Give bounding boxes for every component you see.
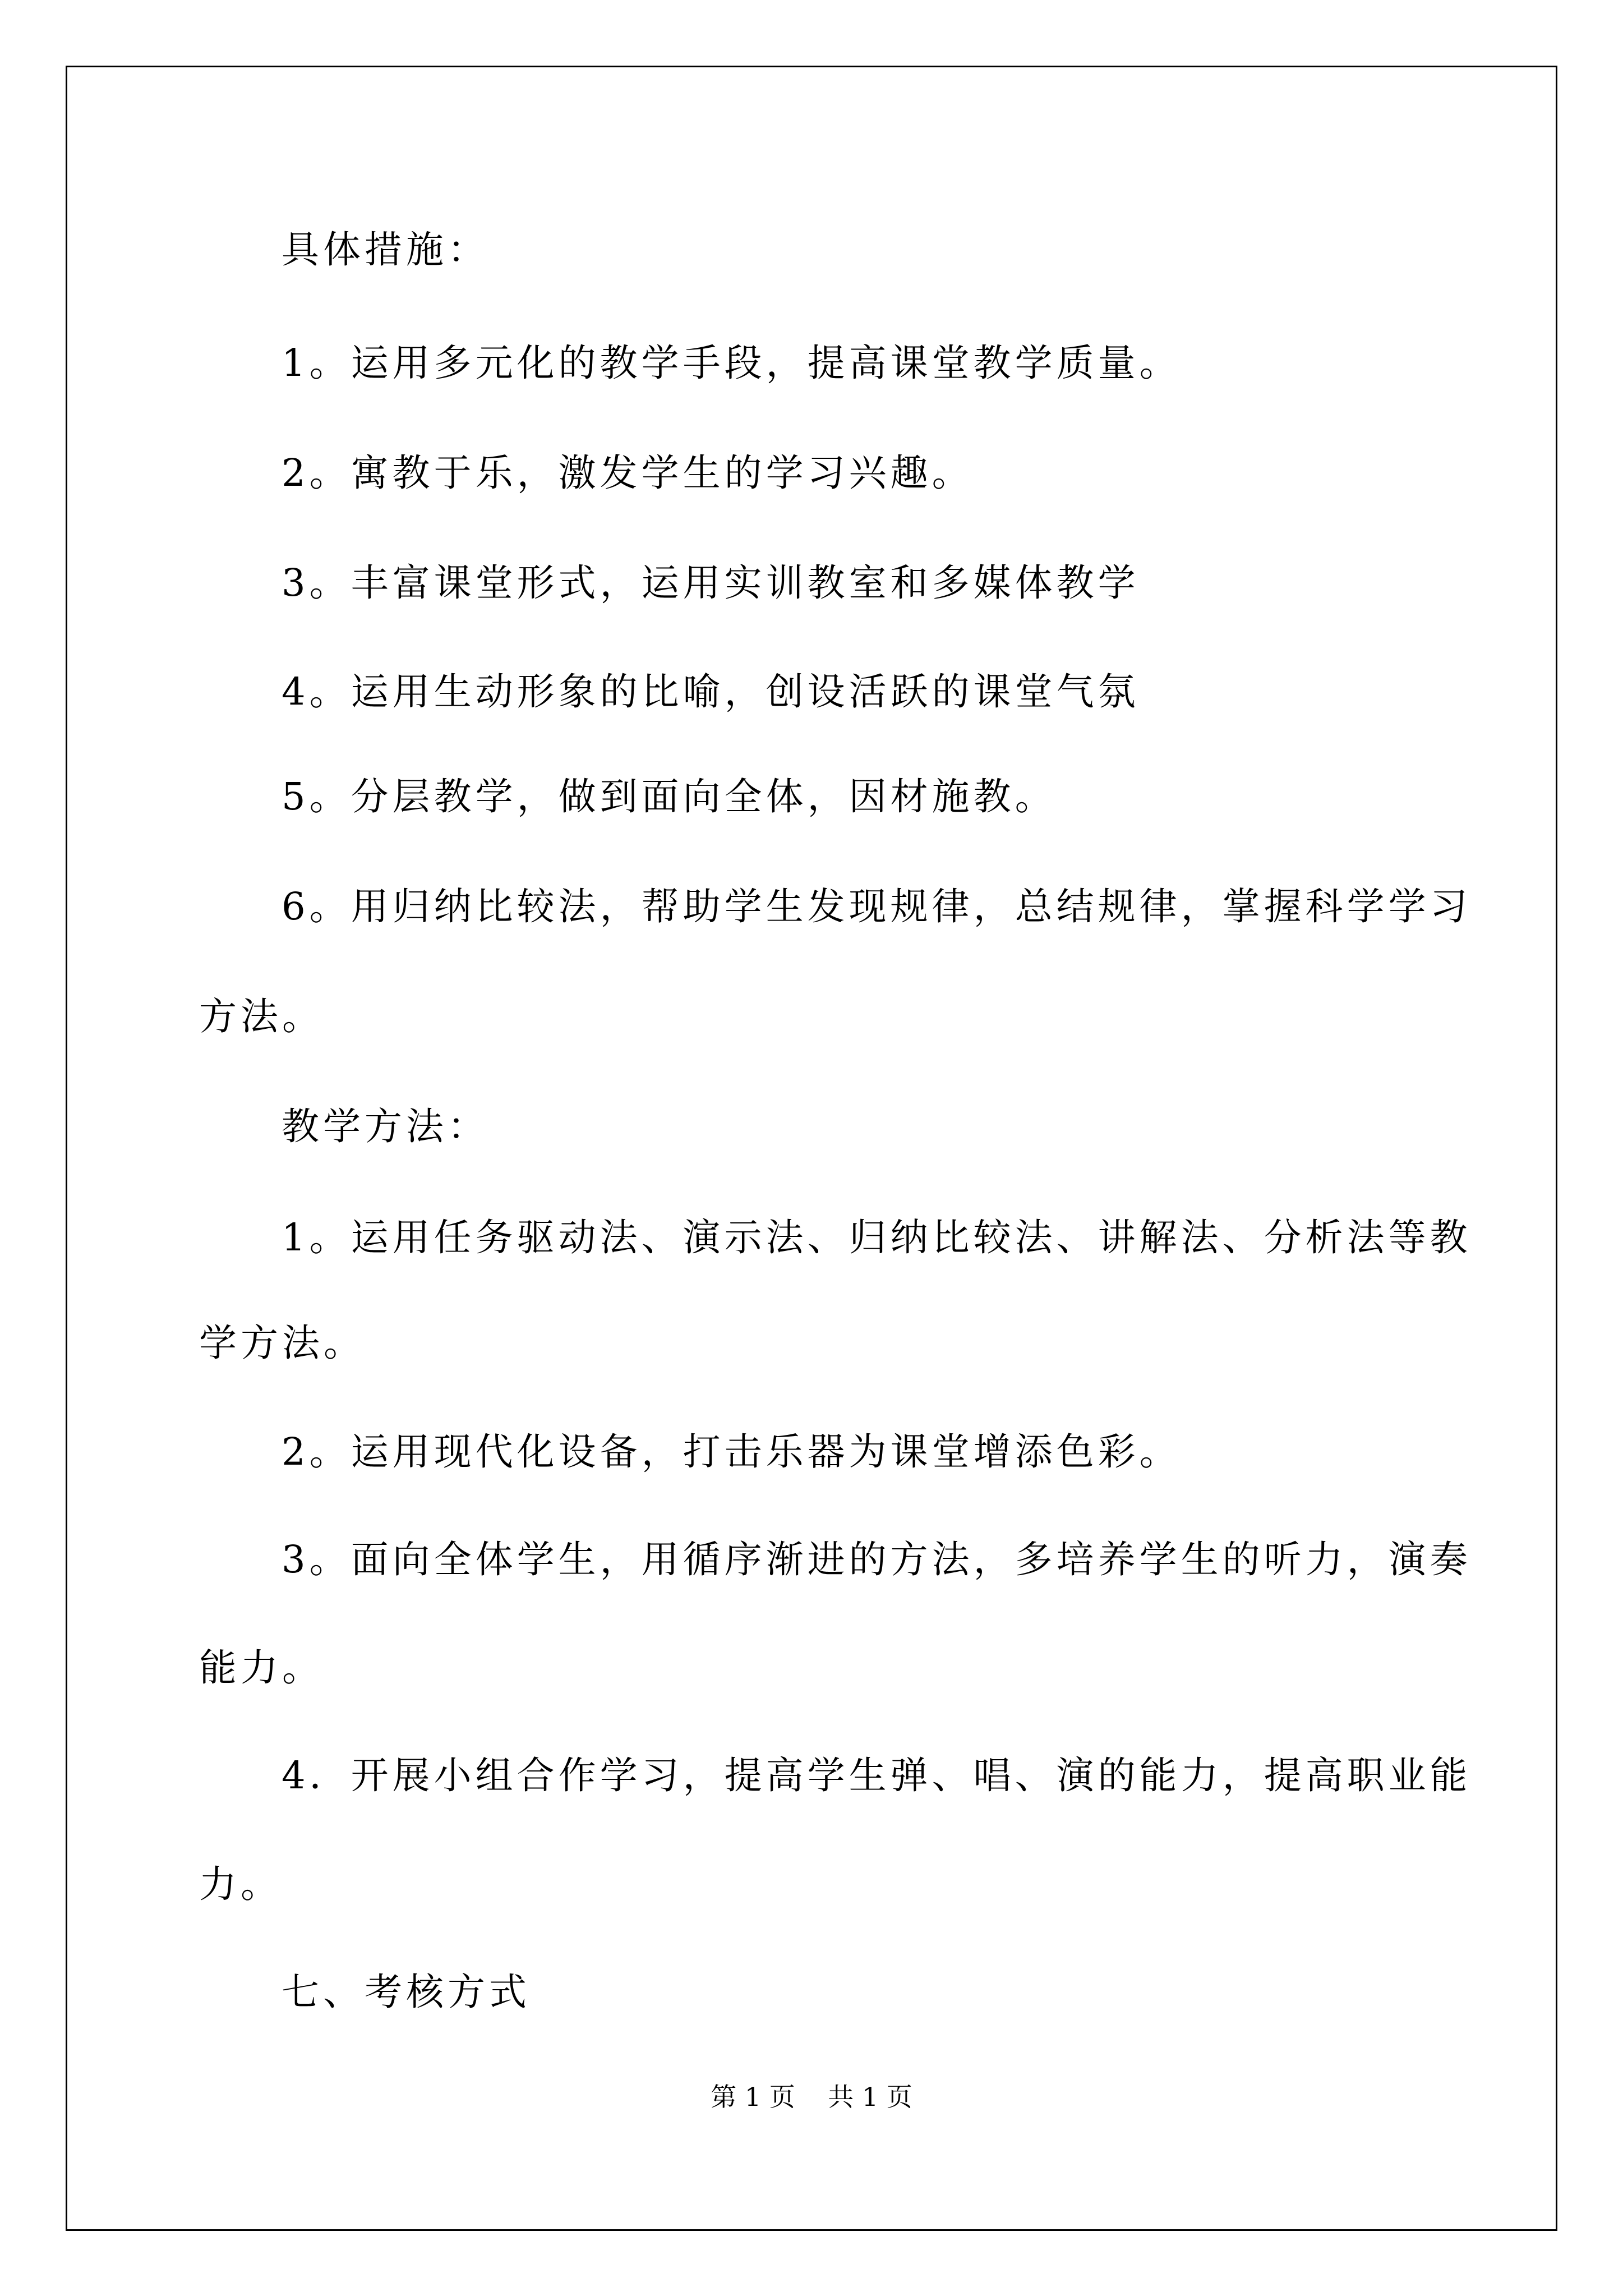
paragraph-line-continued: 力。 (199, 1862, 282, 1906)
paragraph-line: 4。运用生动形象的比喻，创设活跃的课堂气氛 (282, 670, 1140, 714)
paragraph-line: 3。丰富课堂形式，运用实训教室和多媒体教学 (282, 561, 1140, 605)
paragraph-line: 1。运用任务驱动法、演示法、归纳比较法、讲解法、分析法等教 (282, 1216, 1472, 1259)
paragraph-line-continued: 方法。 (199, 995, 324, 1038)
section-heading-methods: 教学方法： (282, 1105, 489, 1148)
paragraph-line: 1。运用多元化的教学手段，提高课堂教学质量。 (282, 341, 1181, 385)
paragraph-line-continued: 学方法。 (199, 1321, 365, 1365)
section-heading-assessment: 七、考核方式 (282, 1970, 531, 2014)
paragraph-line: 3。面向全体学生，用循序渐进的方法，多培养学生的听力，演奏 (282, 1538, 1472, 1581)
section-heading-measures: 具体措施： (282, 228, 489, 272)
paragraph-line-continued: 能力。 (199, 1646, 324, 1690)
paragraph-line: 2。寓教于乐，激发学生的学习兴趣。 (282, 451, 974, 495)
paragraph-line: 4．开展小组合作学习，提高学生弹、唱、演的能力，提高职业能 (282, 1754, 1472, 1797)
page-footer: 第 1 页 共 1 页 (711, 2082, 912, 2112)
paragraph-line: 6。用归纳比较法，帮助学生发现规律，总结规律，掌握科学学习 (282, 885, 1472, 928)
paragraph-line: 5。分层教学，做到面向全体，因材施教。 (282, 775, 1057, 818)
paragraph-line: 2。运用现代化设备，打击乐器为课堂增添色彩。 (282, 1430, 1181, 1474)
